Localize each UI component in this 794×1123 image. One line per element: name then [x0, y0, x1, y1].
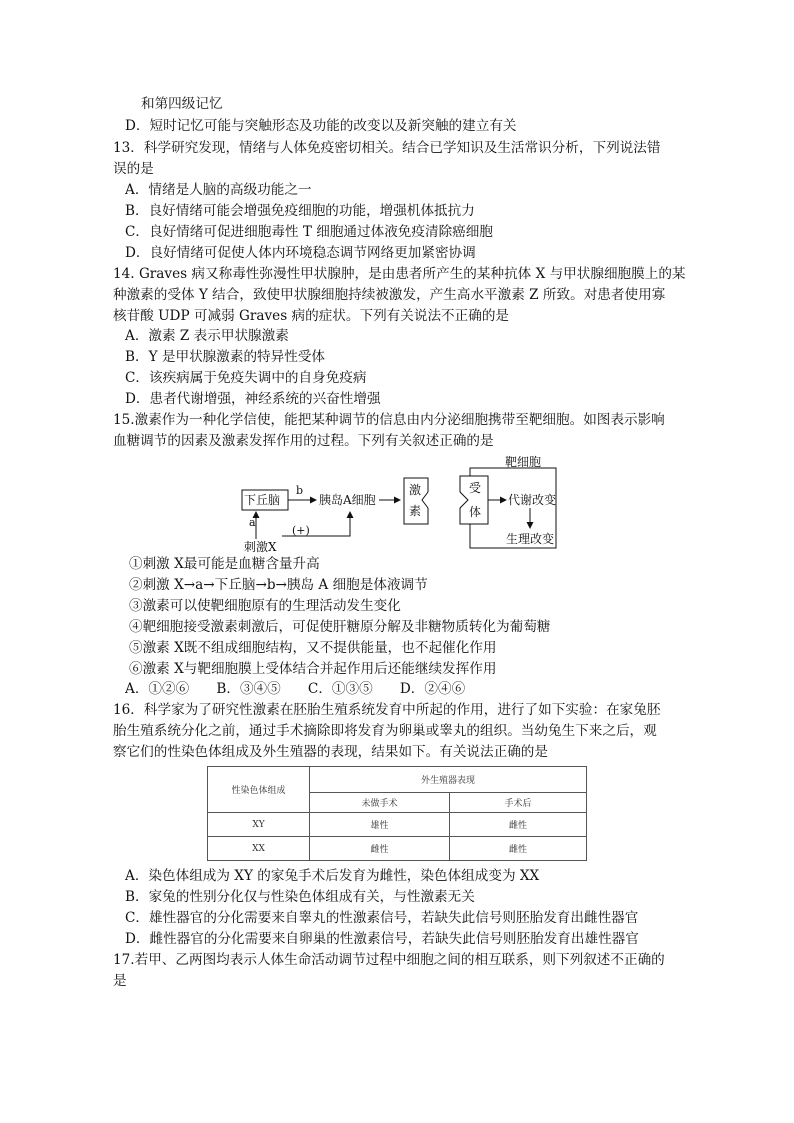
q17-stem-line-1: 17.若甲、乙两图均表示人体生命活动调节过程中细胞之间的相互联系，则下列叙述不正确的: [113, 952, 665, 968]
q13-option-b: B．良好情绪可能会增强免疫细胞的功能，增强机体抵抗力: [125, 203, 475, 219]
q12-option-c-continued: 和第四级记忆: [141, 96, 223, 112]
q14-option-b: B．Y 是甲状腺激素的特异性受体: [125, 349, 326, 365]
q13-stem-line-2: 误的是: [113, 161, 154, 177]
q14-option-a: A．激素 Z 表示甲状腺激素: [125, 328, 289, 344]
q14-option-c: C．该疾病属于免疫失调中的自身免疫病: [125, 370, 367, 386]
q15-statement-1: ①刺激 X最可能是血糖含量升高: [129, 556, 320, 572]
q13-option-a: A．情绪是人脑的高级功能之一: [125, 182, 312, 198]
table-cell-after-surgery: 雌性: [450, 813, 587, 837]
q13-option-c: C．良好情绪可促进细胞毒性 T 细胞通过体液免疫清除癌细胞: [125, 224, 493, 240]
q13-stem-line-1: 13．科学研究发现，情绪与人体免疫密切相关。结合已学知识及生活常识分析，下列说法错: [113, 140, 661, 156]
q16-stem-line-3: 察它们的性染色体组成及外生殖器的表现，结果如下。有关说法正确的是: [113, 744, 548, 760]
islet-a-label: 胰岛A细胞: [319, 493, 376, 507]
receptor-char-2: 体: [469, 505, 482, 519]
receptor-char-1: 受: [469, 481, 482, 495]
q15-stem-line-2: 血糖调节的因素及激素发挥作用的过程。下列有关叙述正确的是: [113, 433, 494, 449]
hormone-char-1: 激: [409, 483, 422, 497]
q15-statement-3: ③激素可以使靶细胞原有的生理活动发生变化: [129, 598, 401, 614]
hypothalamus-label: 下丘脑: [244, 493, 281, 507]
q16-stem-line-2: 胎生殖系统分化之前，通过手术摘除即将发育为卵巢或睾丸的组织。当幼兔生下来之后，观: [113, 723, 657, 739]
b-label: b: [296, 484, 304, 497]
q16-stem-line-1: 16．科学家为了研究性激素在胚胎生殖系统发育中所起的作用，进行了如下实验：在家兔胚: [113, 702, 661, 718]
plus-label: (+): [292, 524, 310, 537]
q16-results-table: [207, 766, 587, 861]
target-cell-label: 靶细胞: [505, 455, 542, 469]
q15-stem-line-1: 15.激素作为一种化学信使，能把某种调节的信息由内分泌细胞携带至靶细胞。如图表示影响: [113, 412, 665, 428]
a-label: a: [249, 516, 256, 529]
q14-stem-line-2: 种激素的受体 Y 结合，致使甲状腺细胞持续被激发，产生高水平激素 Z 所致。对患者使用寡: [113, 287, 666, 303]
q15-options: A．①②⑥ B．③④⑤ C．①③⑤ D．②④⑥: [125, 681, 466, 697]
q15-statement-5: ⑤激素 X既不组成细胞结构，又不提供能量，也不起催化作用: [129, 640, 497, 656]
table-cell-no-surgery: 雄性: [310, 813, 450, 837]
q17-stem-line-2: 是: [113, 973, 127, 989]
hormone-char-2: 素: [409, 504, 422, 518]
q16-option-d: D．雌性器官的分化需要来自卵巢的性激素信号，若缺失此信号则胚胎发育出雄性器官: [125, 931, 639, 947]
metabolism-label: 代谢改变: [508, 493, 557, 507]
q14-stem-line-3: 核苷酸 UDP 可减弱 Graves 病的症状。下列有关说法不正确的是: [113, 308, 510, 324]
table-header-external-genitalia: 外生殖器表现: [310, 767, 587, 793]
q14-stem-line-1: 14. Graves 病又称毒性弥漫性甲状腺肿，是由患者所产生的某种抗体 X 与甲状腺细胞膜上的某: [113, 266, 686, 282]
table-row: [208, 813, 587, 837]
physiology-label: 生理改变: [506, 532, 555, 546]
table-cell-karyotype: XY: [208, 813, 310, 837]
table-cell-karyotype: XX: [208, 837, 310, 861]
q15-statement-2: ②刺激 X→a→下丘脑→b→胰岛 A 细胞是体液调节: [129, 577, 428, 593]
q16-option-b: B．家兔的性别分化仅与性染色体组成有关，与性激素无关: [125, 889, 475, 905]
stimulus-x-label: 刺激X: [244, 540, 277, 554]
table-subheader-after-surgery: 手术后: [450, 793, 587, 813]
table-subheader-no-surgery: 未做手术: [310, 793, 450, 813]
blood-sugar-regulation-diagram: [236, 454, 566, 558]
q14-option-d: D．患者代谢增强，神经系统的兴奋性增强: [125, 391, 381, 407]
q16-option-c: C．雄性器官的分化需要来自睾丸的性激素信号，若缺失此信号则胚胎发育出雌性器官: [125, 910, 639, 926]
table-row: [208, 837, 587, 861]
q15-statement-6: ⑥激素 X与靶细胞膜上受体结合并起作用后还能继续发挥作用: [129, 661, 497, 677]
q13-option-d: D．良好情绪可促使人体内环境稳态调节网络更加紧密协调: [125, 245, 476, 261]
table-header-karyotype: 性染色体组成: [208, 767, 310, 813]
table-cell-after-surgery: 雌性: [450, 837, 587, 861]
q16-option-a: A．染色体组成为 XY 的家兔手术后发育为雌性，染色体组成变为 XX: [125, 868, 540, 884]
q12-option-d: D．短时记忆可能与突触形态及功能的改变以及新突触的建立有关: [125, 118, 517, 134]
q15-statement-4: ④靶细胞接受激素刺激后，可促使肝糖原分解及非糖物质转化为葡萄糖: [129, 619, 551, 635]
table-cell-no-surgery: 雌性: [310, 837, 450, 861]
